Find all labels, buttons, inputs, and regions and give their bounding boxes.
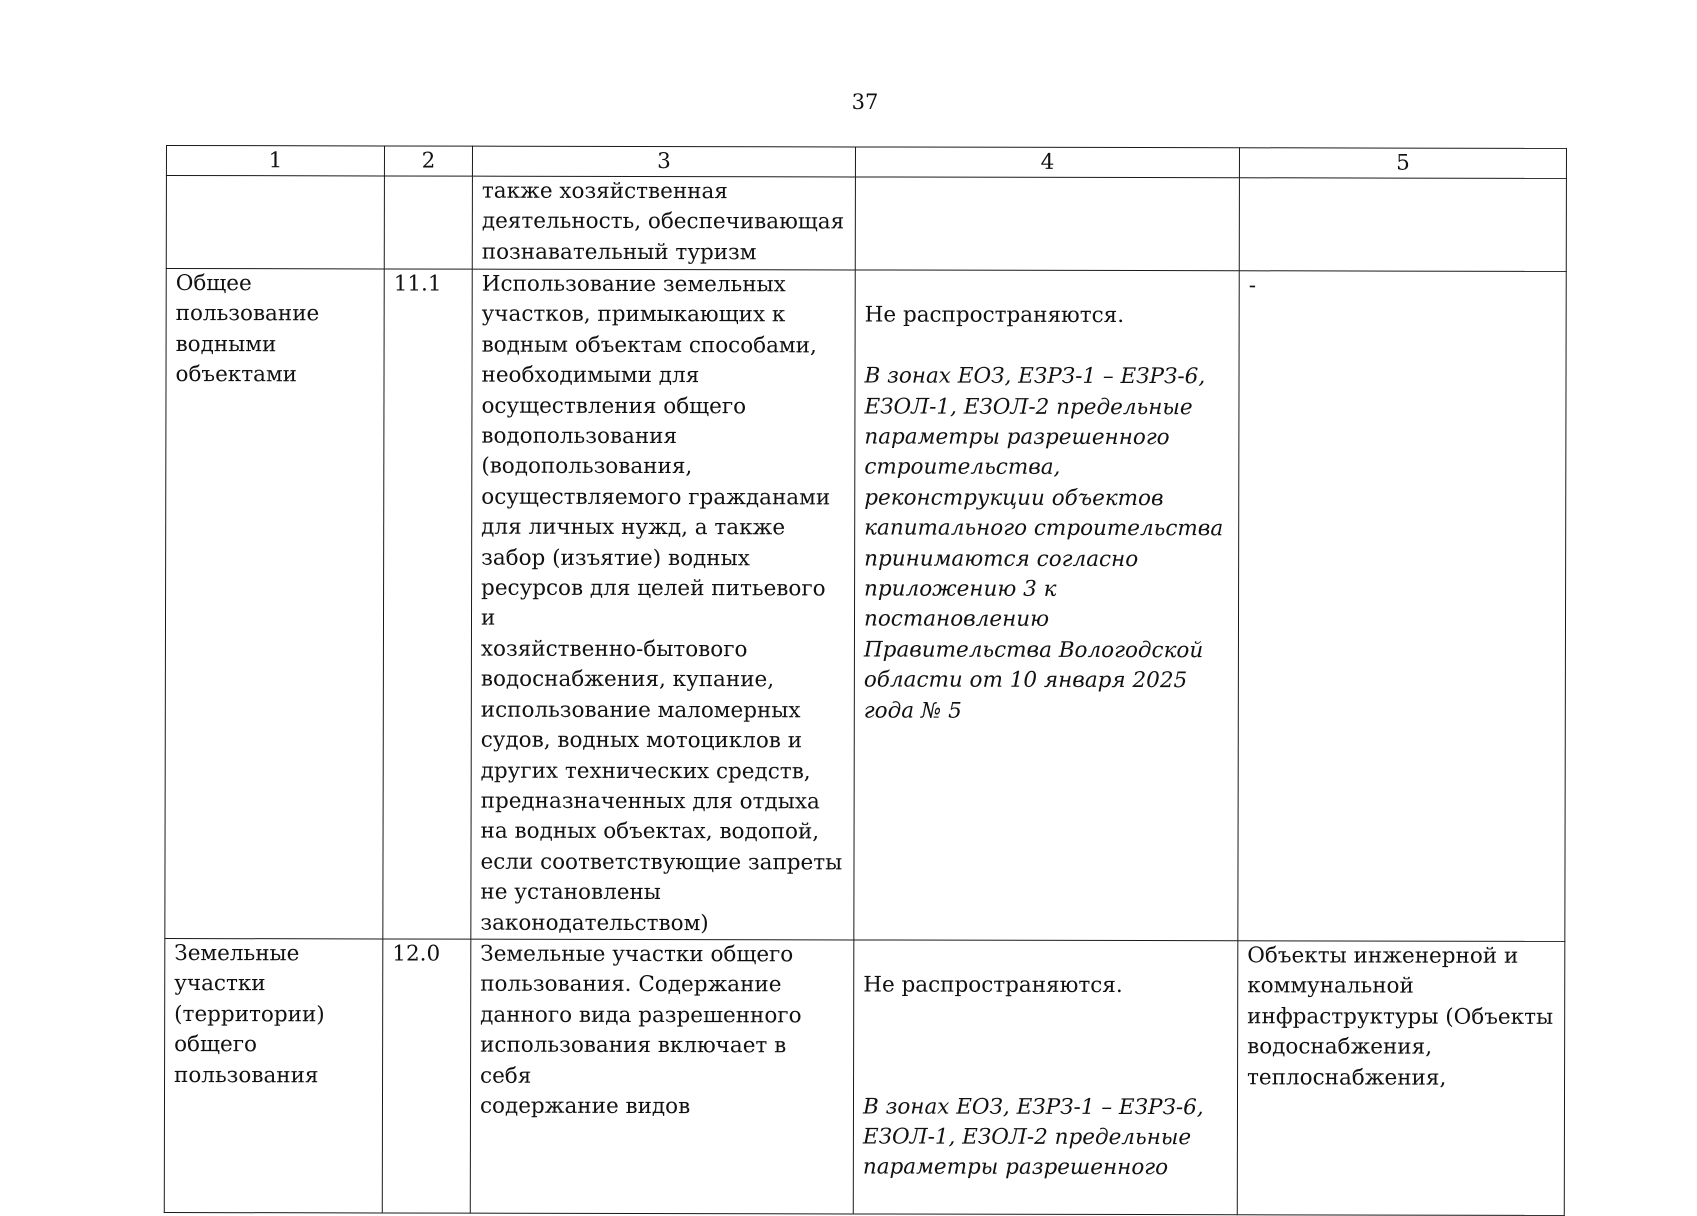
use-name-cell [166, 176, 384, 269]
parameters-plain-text: Не распространяются. [864, 302, 1125, 329]
column-number-2: 2 [384, 146, 472, 176]
column-number-3: 3 [472, 146, 855, 177]
use-name-cell: Общее пользование водными объектами [165, 269, 384, 939]
column-number-4: 4 [855, 147, 1239, 178]
column-number-1: 1 [166, 146, 384, 176]
parameters-plain-text [865, 208, 1230, 209]
use-description-cell: Земельные участки общего пользования. Содержание данного вида разрешенного использования включает в себя содержание видов [470, 939, 854, 1214]
parameters-italic-text: В зонах ЕОЗ, ЕЗРЗ-1 – ЕЗРЗ-6, ЕЗОЛ-1, ЕЗОЛ-2 предельные параметры разрешенного строительства, реконструкции объектов капитального строительства принимаются согласно приложению 3 к постановлению Правительства Вологодской области от 10 января 2025 года № 5 [863, 363, 1224, 724]
column-number-5: 5 [1239, 148, 1566, 179]
parameters-plain-text: Не распространяются. [863, 972, 1123, 999]
parameters-italic-text [865, 238, 1230, 239]
parameters-cell [853, 940, 1238, 1215]
table-row [165, 269, 1566, 942]
table-header-row [166, 146, 1566, 179]
objects-cell [1239, 178, 1566, 272]
use-code-cell: 12.0 [382, 939, 471, 1213]
objects-cell: Объекты инженерной и коммунальной инфраструктуры (Объекты водоснабжения, теплоснабжения, [1237, 941, 1565, 1216]
land-use-table [164, 145, 1567, 1216]
use-name-cell: Земельные участки (территории) общего пользования [164, 938, 383, 1213]
parameters-cell [855, 177, 1239, 271]
parameters-spacer [863, 1032, 1228, 1063]
use-code-cell [384, 176, 472, 269]
parameters-cell [854, 270, 1239, 941]
table-row [166, 176, 1566, 272]
use-description-cell: Использование земельных участков, примыкающих к водным объектам способами, необходимыми для осуществления общего водопользования (водопользования, осуществляемого гражданами для личных нужд, а также забор (изъятие) водных ресурсов для целей питьевого и хозяйственно-бытового водоснабжения, купание, использование маломерных судов, водных мотоциклов и других технических средств, предназначенных для отдыха на водных объектах, водопой, если соответствующие запреты не установлены законодательством) [471, 269, 855, 940]
parameters-italic-text: В зонах ЕОЗ, ЕЗРЗ-1 – ЕЗРЗ-6, ЕЗОЛ-1, ЕЗОЛ-2 предельные параметры разрешенного [862, 1094, 1204, 1181]
table-row [164, 938, 1565, 1215]
page-number: 37 [851, 90, 879, 114]
use-description-cell: также хозяйственная деятельность, обеспечивающая познавательный туризм [472, 176, 855, 270]
objects-cell: - [1238, 271, 1566, 942]
use-code-cell: 11.1 [383, 269, 472, 939]
